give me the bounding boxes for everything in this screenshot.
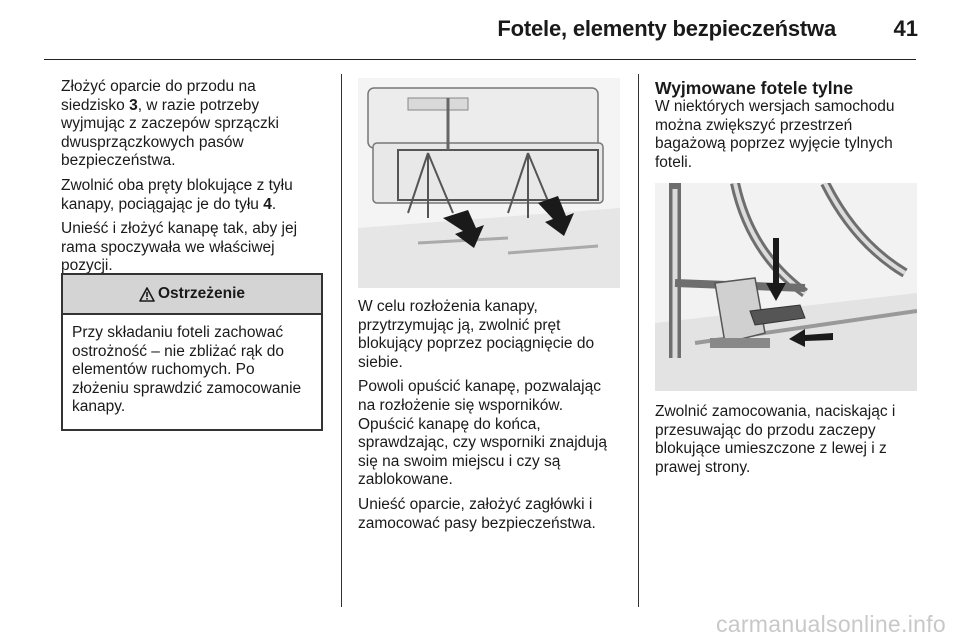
column-1 [61,78,323,282]
column-2 [358,298,620,539]
header-divider [44,59,916,60]
column-divider-2 [638,74,639,607]
warning-title: Ostrzeżenie [157,285,245,302]
page-title: Fotele, elementy bezpieczeństwa [497,16,836,41]
paragraph-removable-seats: W niektórych wersjach samochodu można zwiększyć przestrzeń bagażową poprzez wyjęcie tylnych foteli. [655,98,895,171]
paragraph-release-latch: Zwolnić zamocowania, naciskając i przesuwając do przodu zaczepy blokujące umieszczone z lewej i z prawej strony. [655,403,896,476]
latch-illustration [655,183,917,391]
warning-box [61,273,323,431]
figure-bench-unfold [358,78,620,288]
paragraph-unfold-bench: W celu rozłożenia kanapy, przytrzymując ją, zwolnić pręt blokujący poprzez pociągnięcie do siebie. [358,298,595,371]
paragraph-fold-backrest: Złożyć oparcie do przodu na siedzisko 3, w razie potrzeby wyjmując z zaczepów sprzączki dwusprzączkowych pasów bezpieczeństwa. [61,78,279,170]
warning-header [63,275,321,315]
callout-number: 3 [129,96,138,114]
page-header [0,0,960,60]
paragraph-release-bars: Zwolnić oba pręty blokujące z tyłu kanapy, pociągając je do tyłu 4. [61,176,293,213]
section-title: Wyjmowane fotele tylne [655,78,854,98]
bench-illustration [358,78,620,288]
page-number: 41 [893,16,918,41]
column-3 [655,78,917,178]
column-3-lower [655,403,917,483]
paragraph-lift-bench: Unieść i złożyć kanapę tak, aby jej rama spoczywała we właściwej pozycji. [61,220,298,275]
callout-number: 4 [263,195,272,213]
figure-seat-latch [655,183,917,391]
watermark: carmanualsonline.info [715,611,946,637]
paragraph-raise-backrest: Unieść oparcie, założyć zagłówki i zamocować pasy bezpieczeństwa. [358,495,596,532]
paragraph-lower-bench: Powoli opuścić kanapę, pozwalając na rozłożenie się wsporników. Opuścić kanapę do końca, sprawdzając, czy wsporniki znajdują się na swoim miejscu i czy są zablokowane. [358,378,607,489]
warning-triangle-icon [139,287,155,302]
warning-text: Przy składaniu foteli zachować ostrożność – nie zbliżać rąk do elementów ruchomych. Po złożeniu sprawdzić zamocowanie kanapy. [72,324,302,416]
column-divider-1 [341,74,342,607]
